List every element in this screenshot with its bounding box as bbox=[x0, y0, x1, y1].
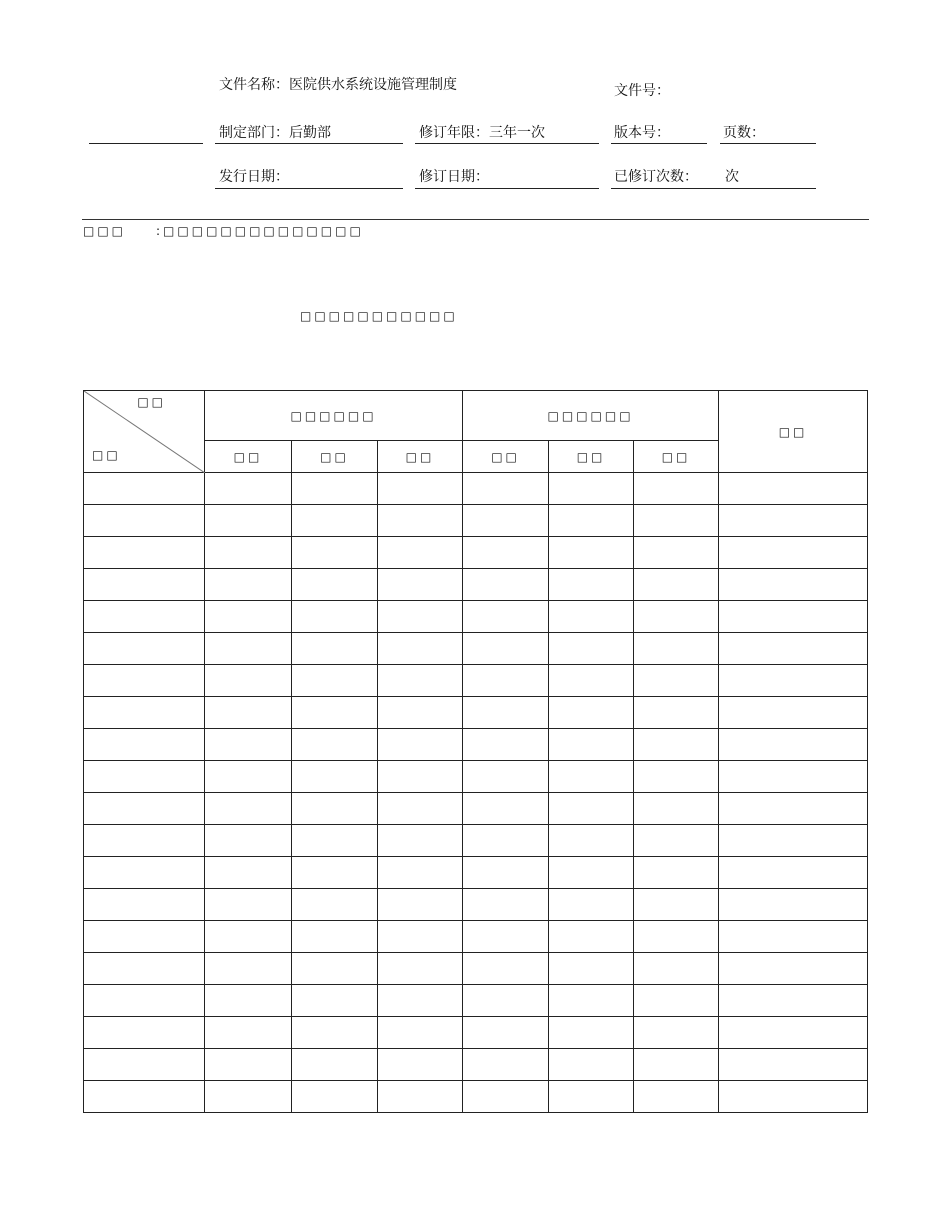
header-divider bbox=[82, 219, 869, 220]
table-cell[interactable] bbox=[292, 569, 378, 601]
table-row bbox=[84, 889, 868, 921]
table-cell[interactable] bbox=[549, 1081, 634, 1113]
table-cell[interactable] bbox=[292, 857, 378, 889]
dept-value: 后勤部 bbox=[289, 125, 331, 141]
table-cell[interactable] bbox=[205, 1017, 292, 1049]
table-cell[interactable] bbox=[205, 729, 292, 761]
table-cell[interactable] bbox=[719, 985, 868, 1017]
table-row bbox=[84, 505, 868, 537]
table-cell[interactable] bbox=[549, 1017, 634, 1049]
table-cell[interactable] bbox=[719, 601, 868, 633]
corner-top-label: □□ bbox=[137, 395, 166, 409]
revise-count-underline bbox=[611, 188, 816, 189]
table-cell[interactable] bbox=[84, 665, 205, 697]
table-cell[interactable] bbox=[84, 633, 205, 665]
dept-label: 制定部门： bbox=[219, 125, 289, 141]
table-cell[interactable] bbox=[549, 697, 634, 729]
table-cell[interactable] bbox=[292, 1049, 378, 1081]
table-cell[interactable] bbox=[205, 697, 292, 729]
table-cell[interactable] bbox=[634, 761, 719, 793]
file-name-field bbox=[219, 75, 457, 95]
file-name-label: 文件名称： bbox=[219, 77, 289, 93]
table-cell[interactable] bbox=[719, 697, 868, 729]
pages-label: 页数： bbox=[723, 125, 765, 141]
table-cell[interactable] bbox=[719, 953, 868, 985]
table-cell[interactable] bbox=[549, 633, 634, 665]
table-row bbox=[84, 985, 868, 1017]
table-cell[interactable] bbox=[378, 793, 463, 825]
issue-date-label: 发行日期： bbox=[219, 169, 289, 185]
table-cell[interactable] bbox=[292, 729, 378, 761]
table-cell[interactable] bbox=[205, 889, 292, 921]
table-cell[interactable] bbox=[84, 1081, 205, 1113]
table-cell[interactable] bbox=[463, 1049, 549, 1081]
table-cell[interactable] bbox=[378, 761, 463, 793]
revise-date-underline bbox=[415, 188, 599, 189]
table-cell[interactable] bbox=[463, 473, 549, 505]
revise-period-label: 修订年限： bbox=[419, 125, 489, 141]
table-cell[interactable] bbox=[549, 889, 634, 921]
table-cell[interactable] bbox=[378, 1049, 463, 1081]
table-row bbox=[84, 729, 868, 761]
table-cell[interactable] bbox=[292, 761, 378, 793]
table-row bbox=[84, 697, 868, 729]
table-cell[interactable] bbox=[634, 921, 719, 953]
table-cell[interactable] bbox=[205, 921, 292, 953]
table-cell[interactable] bbox=[378, 569, 463, 601]
table-cell[interactable] bbox=[292, 921, 378, 953]
table-cell[interactable] bbox=[549, 569, 634, 601]
table-cell[interactable] bbox=[205, 473, 292, 505]
table-cell[interactable] bbox=[634, 1049, 719, 1081]
table-cell[interactable] bbox=[463, 537, 549, 569]
table-cell[interactable] bbox=[378, 1017, 463, 1049]
table-cell[interactable] bbox=[634, 665, 719, 697]
table-cell[interactable] bbox=[84, 473, 205, 505]
table-cell[interactable] bbox=[719, 1017, 868, 1049]
table-row bbox=[84, 921, 868, 953]
table-cell[interactable] bbox=[463, 1017, 549, 1049]
dept-field bbox=[219, 123, 331, 143]
table-cell[interactable] bbox=[634, 889, 719, 921]
table-cell[interactable] bbox=[292, 825, 378, 857]
table-cell[interactable] bbox=[84, 857, 205, 889]
table-cell[interactable] bbox=[205, 569, 292, 601]
table-cell[interactable] bbox=[719, 1049, 868, 1081]
pages-underline bbox=[720, 143, 816, 144]
table-cell[interactable] bbox=[292, 1081, 378, 1113]
table-cell[interactable] bbox=[549, 793, 634, 825]
table-cell[interactable] bbox=[719, 729, 868, 761]
table-row bbox=[84, 825, 868, 857]
corner-bottom-label: □□ bbox=[92, 448, 121, 462]
table-cell[interactable] bbox=[634, 569, 719, 601]
table-cell[interactable] bbox=[463, 569, 549, 601]
table-cell[interactable] bbox=[292, 889, 378, 921]
table-cell[interactable] bbox=[634, 1017, 719, 1049]
table-row bbox=[84, 761, 868, 793]
table-cell[interactable] bbox=[378, 1081, 463, 1113]
sub-header: □□ bbox=[463, 441, 549, 473]
table-cell[interactable] bbox=[634, 729, 719, 761]
table-cell[interactable] bbox=[84, 793, 205, 825]
table-cell[interactable] bbox=[549, 1049, 634, 1081]
revise-period-value: 三年一次 bbox=[489, 125, 545, 141]
table-cell[interactable] bbox=[205, 857, 292, 889]
table-cell[interactable] bbox=[719, 537, 868, 569]
table-cell[interactable] bbox=[84, 537, 205, 569]
table-cell[interactable] bbox=[205, 537, 292, 569]
table-cell[interactable] bbox=[719, 633, 868, 665]
table-cell[interactable] bbox=[719, 793, 868, 825]
table-cell[interactable] bbox=[463, 1081, 549, 1113]
sub-header: □□ bbox=[205, 441, 292, 473]
table-cell[interactable] bbox=[205, 1081, 292, 1113]
table-cell[interactable] bbox=[719, 761, 868, 793]
group1-header: □□□□□□ bbox=[205, 391, 463, 441]
table-cell[interactable] bbox=[634, 793, 719, 825]
table-cell[interactable] bbox=[378, 825, 463, 857]
table-cell[interactable] bbox=[719, 473, 868, 505]
table-cell[interactable] bbox=[378, 889, 463, 921]
table-cell[interactable] bbox=[292, 697, 378, 729]
table-cell[interactable] bbox=[84, 889, 205, 921]
table-cell[interactable] bbox=[549, 921, 634, 953]
table-cell[interactable] bbox=[378, 505, 463, 537]
issue-date-underline bbox=[215, 188, 403, 189]
remark-header: □□ bbox=[719, 391, 868, 473]
table-cell[interactable] bbox=[292, 665, 378, 697]
table-cell[interactable] bbox=[463, 793, 549, 825]
table-row bbox=[84, 537, 868, 569]
table-cell[interactable] bbox=[205, 665, 292, 697]
table-cell[interactable] bbox=[84, 1017, 205, 1049]
table-cell[interactable] bbox=[205, 505, 292, 537]
table-cell[interactable] bbox=[634, 633, 719, 665]
table-cell[interactable] bbox=[378, 601, 463, 633]
table-cell[interactable] bbox=[292, 601, 378, 633]
table-cell[interactable] bbox=[205, 825, 292, 857]
table-row bbox=[84, 857, 868, 889]
table-cell[interactable] bbox=[205, 985, 292, 1017]
table-cell[interactable] bbox=[719, 857, 868, 889]
table-cell[interactable] bbox=[84, 953, 205, 985]
table-cell[interactable] bbox=[84, 729, 205, 761]
table-cell[interactable] bbox=[205, 633, 292, 665]
table-cell[interactable] bbox=[84, 921, 205, 953]
table-cell[interactable] bbox=[205, 793, 292, 825]
file-no-label: 文件号： bbox=[614, 83, 670, 99]
table-cell[interactable] bbox=[463, 729, 549, 761]
table-cell[interactable] bbox=[84, 985, 205, 1017]
revise-count-unit: 次 bbox=[725, 169, 739, 185]
table-cell[interactable] bbox=[634, 953, 719, 985]
table-cell[interactable] bbox=[463, 953, 549, 985]
table-cell[interactable] bbox=[634, 537, 719, 569]
table-cell[interactable] bbox=[549, 729, 634, 761]
table-cell[interactable] bbox=[719, 921, 868, 953]
signature-underline bbox=[89, 143, 203, 144]
table-cell[interactable] bbox=[634, 985, 719, 1017]
table-cell[interactable] bbox=[378, 697, 463, 729]
table-header-row-1 bbox=[84, 391, 868, 441]
dept-underline bbox=[215, 143, 403, 144]
table-row bbox=[84, 601, 868, 633]
table-cell[interactable] bbox=[463, 633, 549, 665]
table-cell[interactable] bbox=[634, 825, 719, 857]
table-cell[interactable] bbox=[84, 761, 205, 793]
attachment-line: □□□ :□□□□□□□□□□□□□□ bbox=[83, 224, 364, 238]
table-cell[interactable] bbox=[549, 473, 634, 505]
revise-period-field bbox=[419, 123, 545, 143]
table-cell[interactable] bbox=[378, 665, 463, 697]
table-cell[interactable] bbox=[463, 601, 549, 633]
table-cell[interactable] bbox=[378, 729, 463, 761]
table-cell[interactable] bbox=[84, 825, 205, 857]
table-cell[interactable] bbox=[634, 857, 719, 889]
table-cell[interactable] bbox=[549, 537, 634, 569]
table-cell[interactable] bbox=[84, 569, 205, 601]
table-row bbox=[84, 1049, 868, 1081]
table-cell[interactable] bbox=[378, 953, 463, 985]
sub-header: □□ bbox=[634, 441, 719, 473]
table-cell[interactable] bbox=[549, 953, 634, 985]
table-cell[interactable] bbox=[719, 825, 868, 857]
sub-header: □□ bbox=[292, 441, 378, 473]
table-cell[interactable] bbox=[205, 601, 292, 633]
table-cell[interactable] bbox=[292, 537, 378, 569]
table-cell[interactable] bbox=[549, 665, 634, 697]
table-cell[interactable] bbox=[378, 985, 463, 1017]
table-row bbox=[84, 633, 868, 665]
table-cell[interactable] bbox=[549, 601, 634, 633]
table-cell[interactable] bbox=[84, 1049, 205, 1081]
table-cell[interactable] bbox=[719, 889, 868, 921]
table-cell[interactable] bbox=[549, 857, 634, 889]
version-label: 版本号： bbox=[614, 125, 670, 141]
table-cell[interactable] bbox=[719, 1081, 868, 1113]
table-cell[interactable] bbox=[463, 857, 549, 889]
table-row bbox=[84, 473, 868, 505]
table-cell[interactable] bbox=[84, 505, 205, 537]
table-cell[interactable] bbox=[378, 921, 463, 953]
table-cell[interactable] bbox=[292, 953, 378, 985]
table-cell[interactable] bbox=[84, 601, 205, 633]
table-cell[interactable] bbox=[634, 1081, 719, 1113]
table-row bbox=[84, 569, 868, 601]
sub-header: □□ bbox=[549, 441, 634, 473]
table-row bbox=[84, 793, 868, 825]
table-cell[interactable] bbox=[463, 985, 549, 1017]
table-cell[interactable] bbox=[292, 633, 378, 665]
table-cell[interactable] bbox=[292, 1017, 378, 1049]
table-cell[interactable] bbox=[549, 505, 634, 537]
revise-date-label: 修订日期： bbox=[419, 169, 489, 185]
table-cell[interactable] bbox=[378, 633, 463, 665]
table-cell[interactable] bbox=[292, 505, 378, 537]
table-cell[interactable] bbox=[719, 665, 868, 697]
table-cell[interactable] bbox=[378, 857, 463, 889]
table-row bbox=[84, 665, 868, 697]
table-cell[interactable] bbox=[463, 921, 549, 953]
table-cell[interactable] bbox=[719, 505, 868, 537]
table-cell[interactable] bbox=[463, 697, 549, 729]
sub-header: □□ bbox=[378, 441, 463, 473]
table-cell[interactable] bbox=[549, 985, 634, 1017]
diagonal-header-cell bbox=[84, 391, 205, 473]
form-title: □□□□□□□□□□□ bbox=[300, 309, 458, 323]
table-cell[interactable] bbox=[463, 825, 549, 857]
table-cell[interactable] bbox=[205, 1049, 292, 1081]
table-row bbox=[84, 953, 868, 985]
table-cell[interactable] bbox=[634, 697, 719, 729]
table-cell[interactable] bbox=[549, 761, 634, 793]
table-cell[interactable] bbox=[292, 793, 378, 825]
table-cell[interactable] bbox=[634, 601, 719, 633]
revise-count-label: 已修订次数： bbox=[614, 169, 698, 185]
table-row bbox=[84, 1081, 868, 1113]
record-table bbox=[83, 390, 868, 1113]
table-cell[interactable] bbox=[463, 761, 549, 793]
file-name-value: 医院供水系统设施管理制度 bbox=[289, 77, 457, 93]
table-cell[interactable] bbox=[84, 697, 205, 729]
table-cell[interactable] bbox=[634, 473, 719, 505]
table-cell[interactable] bbox=[205, 953, 292, 985]
table-cell[interactable] bbox=[463, 889, 549, 921]
table-cell[interactable] bbox=[463, 665, 549, 697]
table-cell[interactable] bbox=[463, 505, 549, 537]
group2-header: □□□□□□ bbox=[463, 391, 719, 441]
revise-period-underline bbox=[415, 143, 599, 144]
table-row bbox=[84, 1017, 868, 1049]
table-cell[interactable] bbox=[549, 825, 634, 857]
table-cell[interactable] bbox=[378, 473, 463, 505]
table-cell[interactable] bbox=[719, 569, 868, 601]
version-underline bbox=[611, 143, 707, 144]
table-cell[interactable] bbox=[292, 985, 378, 1017]
table-cell[interactable] bbox=[292, 473, 378, 505]
table-cell[interactable] bbox=[378, 537, 463, 569]
table-cell[interactable] bbox=[634, 505, 719, 537]
table-cell[interactable] bbox=[205, 761, 292, 793]
